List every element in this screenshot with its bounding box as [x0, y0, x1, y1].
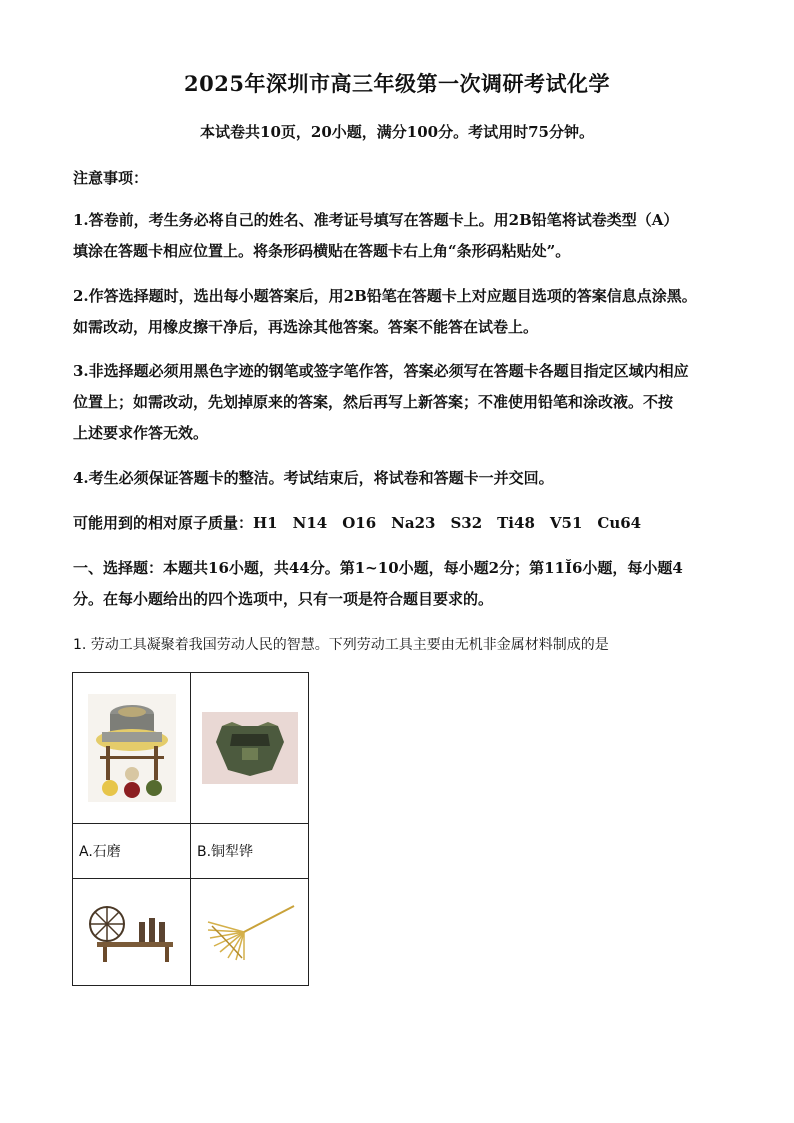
section-1-line-1: 一、选择题：本题共16小题，共44分。第1~10小题，每小题2分；第11Ĭ6小题，每小题4: [73, 559, 683, 577]
option-a: A.石磨: [73, 824, 191, 879]
option-b-image-cell: [191, 673, 309, 824]
notice-item-2-line-1: 2.作答选择题时，选出每小题答案后，用2B铅笔在答题卡上对应题目选项的答案信息点涂黑。: [73, 287, 697, 305]
option-d-image-cell: [191, 879, 309, 986]
spinning-wheel-image: [87, 900, 177, 964]
notice-item-1-line-1: 1.答卷前，考生务必将自己的姓名、准考证号填写在答题卡上。用2B铅笔将试卷类型（A）: [73, 211, 679, 229]
notice-item-3-line-2: 位置上；如需改动，先划掉原来的答案，然后再写上新答案；不准使用铅笔和涂改液。不按: [73, 393, 674, 411]
exam-info: 本试卷共10页，20小题，满分100分。考试用时75分钟。: [200, 123, 594, 141]
notice-item-2: [73, 281, 728, 343]
options-table: [72, 672, 309, 986]
notice-item-2-line-2: 如需改动，用橡皮擦干净后，再选涂其他答案。答案不能答在试卷上。: [73, 318, 539, 336]
option-a-image-cell: [73, 673, 191, 824]
notice-item-1: [73, 205, 728, 267]
notice-item-3-line-1: 3.非选择题必须用黑色字迹的钢笔或签字笔作答，答案必须写在答题卡各题目指定区域内相应: [73, 362, 689, 380]
section-1-instructions: [73, 553, 728, 615]
section-1-line-2: 分。在每小题给出的四个选项中，只有一项是符合题目要求的。: [73, 590, 494, 608]
option-c-image-cell: [73, 879, 191, 986]
stone-mill-image: [88, 694, 176, 802]
notice-item-3-line-3: 上述要求作答无效。: [73, 424, 209, 442]
question-1-stem: 1. 劳动工具凝聚着我国劳动人民的智慧。下列劳动工具主要由无机非金属材料制成的是: [73, 637, 609, 653]
page-title: 2025年深圳市高三年级第一次调研考试化学: [184, 71, 610, 96]
atomic-masses: 可能用到的相对原子质量：H1 N14 O16 Na23 S32 Ti48 V51 Cu64: [73, 514, 642, 532]
notice-heading: 注意事项：: [73, 169, 149, 187]
notice-item-4: 4.考生必须保证答题卡的整洁。考试结束后，将试卷和答题卡一并交回。: [73, 469, 554, 487]
notice-item-3: [73, 356, 728, 449]
option-b: B.铜犁铧: [191, 824, 309, 879]
rake-image: [204, 902, 296, 962]
notice-item-1-line-2: 填涂在答题卡相应位置上。将条形码横贴在答题卡右上角“条形码粘贴处”。: [73, 242, 571, 260]
copper-plowshare-image: [202, 712, 298, 784]
